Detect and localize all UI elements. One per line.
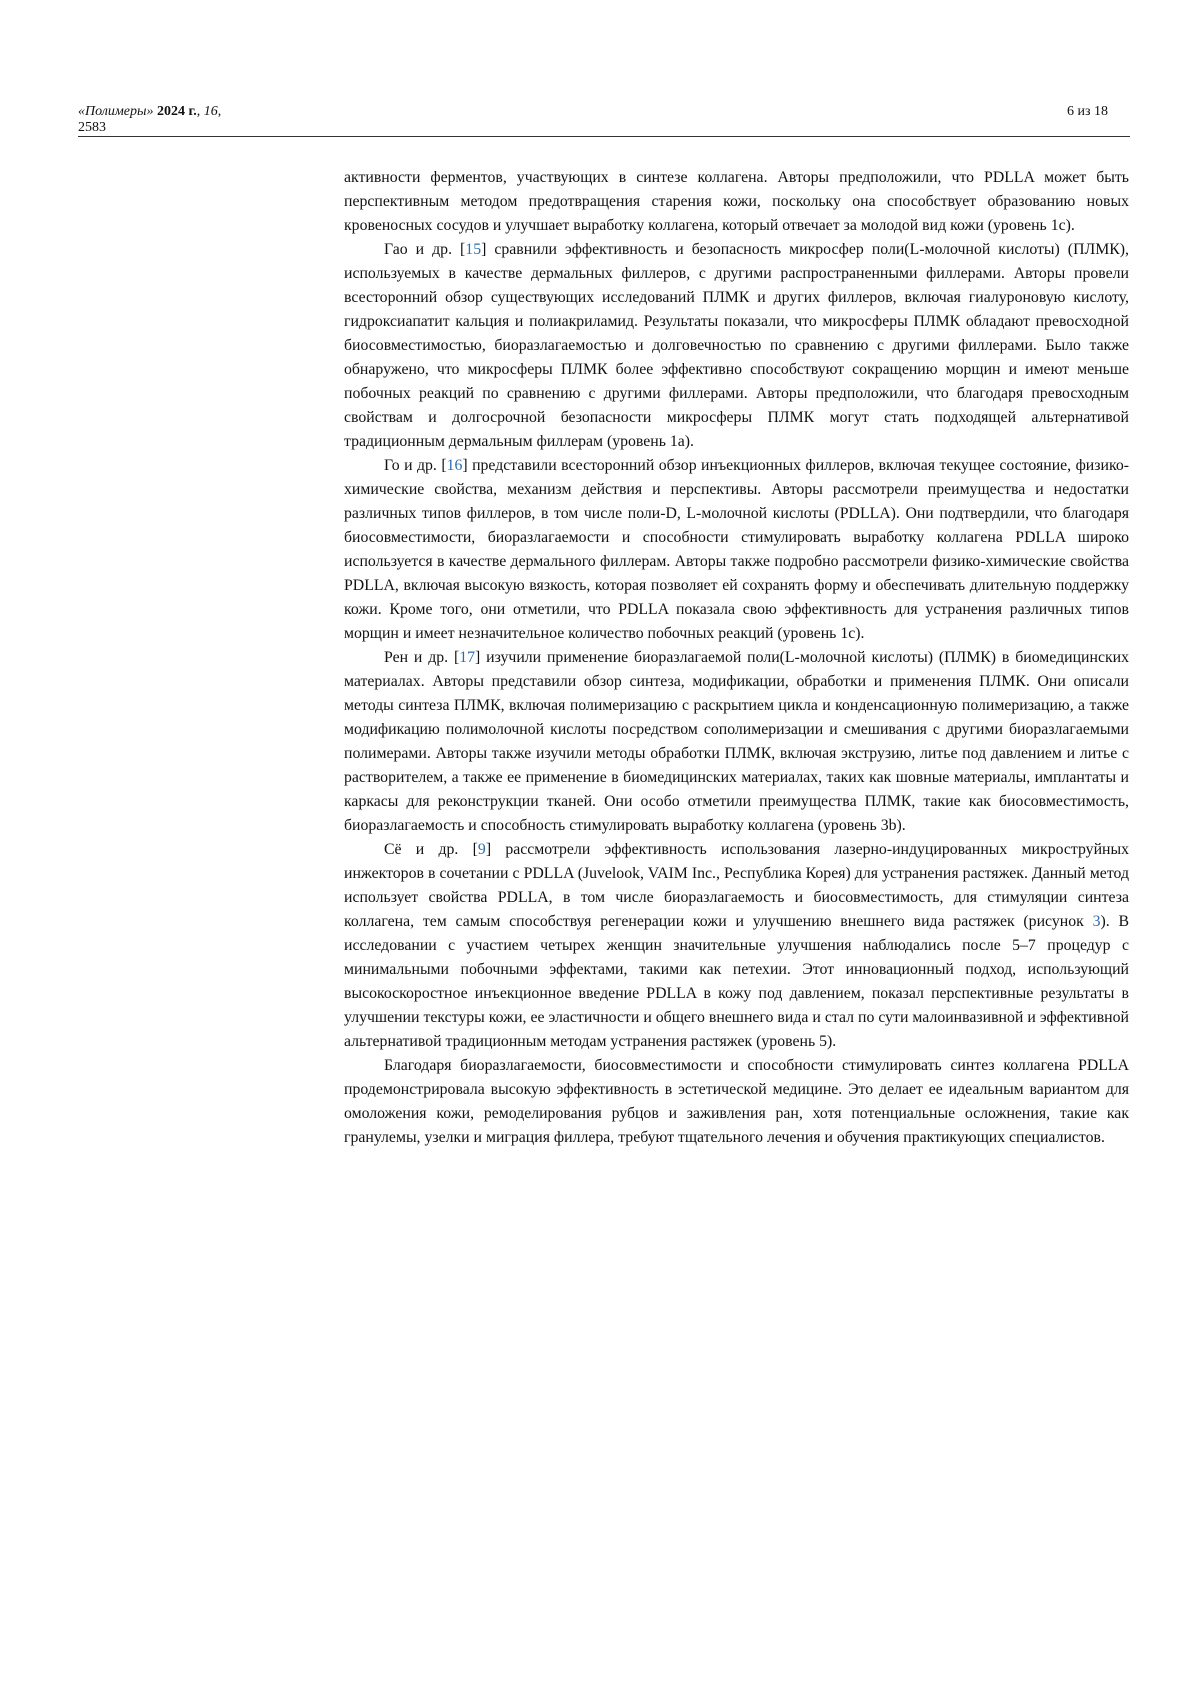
paragraph-1 [344,166,1129,238]
paragraph-text: Благодаря биоразлагаемости, биосовместимости и способности стимулировать синтез коллагена PDLLA продемонстрировала высокую эффективность в эстетической медицине. Это делает ее идеальным вариантом для омоложения кожи, ремоделирования рубцов и заживления ран, хотя потенциальные осложнения, такие как гранулемы, узелки и миграция филлера, требуют тщательного лечения и обучения практикующих специалистов. [344,1057,1129,1146]
paragraph-text: Гао и др. [ [384,241,466,258]
journal-name: «Полимеры» [78,104,154,119]
page-number: 6 из 18 [1066,104,1108,119]
reference-link[interactable]: 15 [465,241,482,258]
journal-year: 2024 г. [157,104,197,119]
paragraph-text: ] представили всесторонний обзор инъекционных филлеров, включая текущее состояние, физико-химические свойства, механизм действия и перспективы. Авторы рассмотрели преимущества и недостатки различных типов филлеров, в том числе поли-D, L-молочной кислоты (PDLLA). Они подтвердили, что благодаря биосовместимости, биоразлагаемости и способности стимулировать выработку коллагена PDLLA широко используется в качестве дермального филлерам. Авторы также подробно рассмотрели физико-химические свойства PDLLA, включая высокую вязкость, которая позволяет ей сохранять форму и обеспечивать длительную поддержку кожи. Кроме того, они отметили, что PDLLA показала свою эффективность для устранения различных типов морщин и имеет незначительное количество побочных реакций (уровень 1с). [344,457,1129,642]
paragraph-5 [344,838,1129,1054]
page-header [78,104,1130,137]
reference-link[interactable]: 17 [459,649,476,666]
journal-citation: «Полимеры» 2024 г., 16, 2583 [78,104,222,135]
paragraph-4 [344,646,1129,838]
paragraph-text: ] изучили применение биоразлагаемой поли(L-молочной кислоты) (ПЛМК) в биомедицинских материалах. Авторы представили обзор синтеза, модификации, обработки и применения ПЛМК. Они описали методы синтеза ПЛМК, включая полимеризацию с раскрытием цикла и конденсационную полимеризацию, а также модификацию полимолочной кислоты посредством сополимеризации и смешивания с другими биоразлагаемыми полимерами. Авторы также изучили методы обработки ПЛМК, включая экструзию, литье под давлением и литье с растворителем, а также ее применение в биомедицинских материалах, таких как шовные материалы, имплантаты и каркасы для реконструкции тканей. Они особо отметили преимущества ПЛМК, такие как биосовместимость, биоразлагаемость и способность стимулировать выработку коллагена (уровень 3b). [344,649,1130,834]
paragraph-2 [344,238,1129,454]
paragraph-text: активности ферментов, участвующих в синтезе коллагена. Авторы предположили, что PDLLA может быть перспективным методом предотвращения старения кожи, поскольку она способствует образованию новых кровеносных сосудов и улучшает выработку коллагена, который отвечает за молодой вид кожи (уровень 1с). [344,169,1129,234]
figure-link[interactable]: 3 [1092,913,1101,930]
journal-volume: 16 [203,104,218,119]
paragraph-3 [344,454,1129,646]
paragraph-text: Рен и др. [ [384,649,460,666]
article-number: 2583 [78,120,106,135]
paragraph-6 [344,1054,1129,1150]
paragraph-text: Го и др. [ [384,457,447,474]
paragraph-text: ] рассмотрели эффективность использования лазерно-индуцированных микроструйных инжекторов в сочетании с PDLLA (Juvelook, VAIM Inc., Республика Корея) для устранения растяжек. Данный метод использует свойства PDLLA, в том числе биоразлагаемость и биосовместимость, для стимуляции синтеза коллагена, тем самым способствуя регенерации кожи и улучшению внешнего вида растяжек (рисунок [344,841,1129,930]
paragraph-text: ] сравнили эффективность и безопасность микросфер поли(L-молочной кислоты) (ПЛМК), используемых в качестве дермальных филлеров, с другими распространенными филлерами. Авторы провели всесторонний обзор существующих исследований ПЛМК и других филлеров, включая гиалуроновую кислоту, гидроксиапатит кальция и полиакриламид. Результаты показали, что микросферы ПЛМК обладают превосходной биосовместимостью, биоразлагаемостью и долговечностью по сравнению с другими филлерами. Было также обнаружено, что микросферы ПЛМК более эффективно способствуют сокращению морщин и имеют меньше побочных реакций по сравнению с другими филлерами. Авторы предположили, что благодаря превосходным свойствам и долгосрочной безопасности микросферы ПЛМК могут стать подходящей альтернативой традиционным дермальным филлерам (уровень 1а). [344,241,1129,450]
paragraph-text: Сё и др. [ [384,841,478,858]
reference-link[interactable]: 16 [446,457,463,474]
reference-link[interactable]: 9 [477,841,486,858]
article-body [344,166,1129,1150]
paragraph-text: ). В исследовании с участием четырех женщин значительные улучшения наблюдались после 5–7 процедур с минимальными побочными эффектами, такими как петехии. Этот инновационный подход, использующий высокоскоростное инъекционное введение PDLLA в кожу под давлением, показал перспективные результаты в улучшении текстуры кожи, ее эластичности и общего внешнего вида и стал по сути малоинвазивной и эффективной альтернативой традиционным методам устранения растяжек (уровень 5). [344,913,1129,1050]
